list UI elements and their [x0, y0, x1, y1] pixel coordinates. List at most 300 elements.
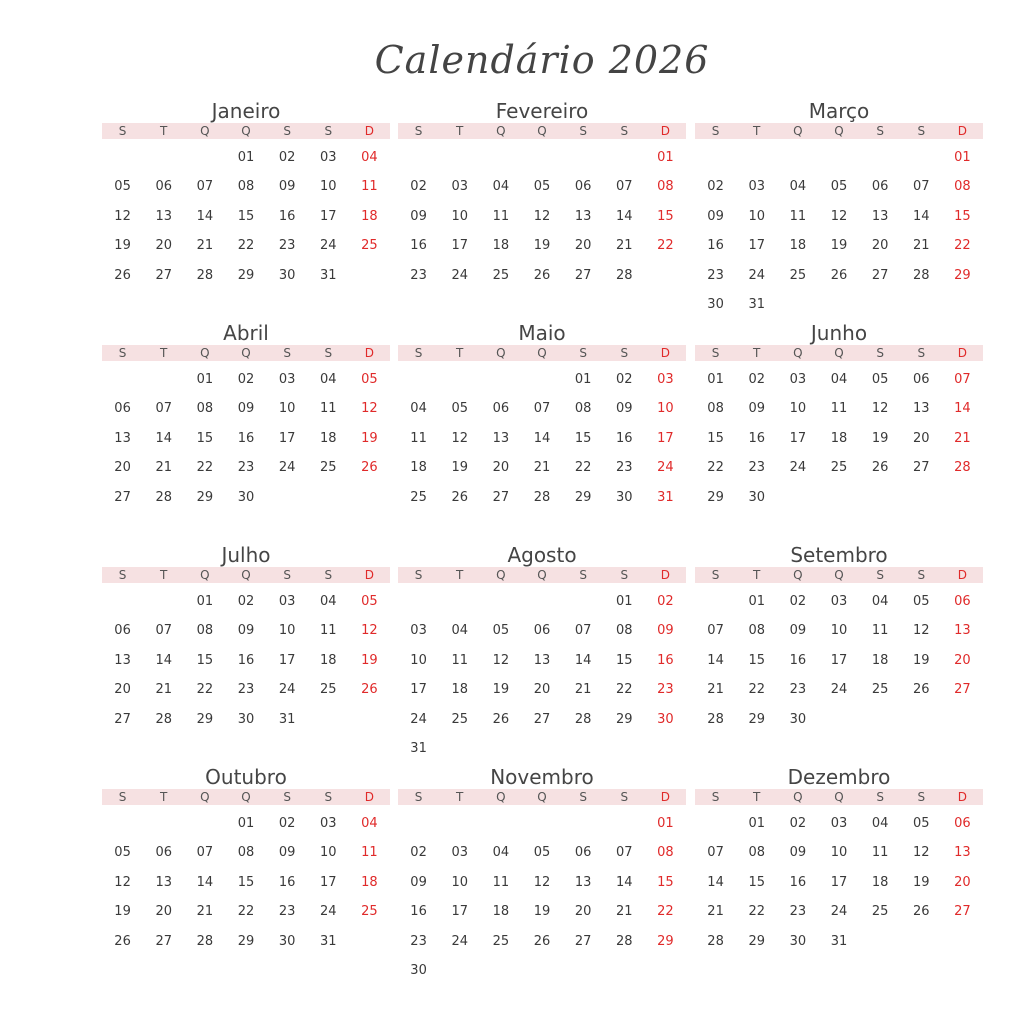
- day-cell: 27: [114, 489, 131, 505]
- day-cell: 11: [789, 208, 807, 224]
- day-cell: 23: [237, 460, 255, 476]
- weekday-label: Q: [496, 346, 506, 360]
- day-cell: 13: [492, 430, 510, 446]
- day-cell: 18: [361, 208, 378, 224]
- day-cell: 09: [410, 208, 427, 224]
- day-cell: 08: [657, 845, 674, 861]
- day-cell: 31: [320, 933, 337, 949]
- day-cell: 27: [954, 682, 971, 698]
- day-cell: 23: [278, 238, 296, 254]
- weekday-label: S: [711, 124, 720, 138]
- day-cell: 05: [533, 845, 551, 861]
- day-cell: 20: [871, 238, 889, 254]
- day-cell: 23: [657, 682, 674, 698]
- day-cell: 24: [789, 460, 807, 476]
- day-cell: 18: [410, 460, 427, 476]
- weekday-label: S: [620, 568, 629, 582]
- empty-cell: [563, 143, 604, 172]
- day-cell: 05: [361, 594, 378, 609]
- day-cell: 29: [196, 711, 214, 727]
- empty-cell: [439, 365, 480, 394]
- weekday-label: S: [876, 790, 884, 804]
- weekday-label: D: [660, 346, 671, 360]
- weekday-label: S: [283, 124, 291, 138]
- day-cell: 11: [871, 623, 889, 639]
- weekday-label: S: [876, 346, 884, 360]
- month-janeiro: [102, 99, 390, 290]
- day-cell: 29: [707, 489, 724, 505]
- day-cell: 13: [114, 652, 131, 668]
- day-cell: 22: [657, 238, 674, 254]
- day-cell: 28: [155, 711, 172, 727]
- weekday-label: D: [364, 124, 375, 138]
- day-cell: 15: [657, 874, 674, 890]
- day-cell: 23: [789, 904, 807, 920]
- weekday-label: Q: [834, 568, 844, 582]
- weekday-label: S: [414, 568, 423, 582]
- day-cell: 10: [278, 401, 296, 417]
- day-cell: 17: [451, 904, 468, 920]
- day-cell: 29: [748, 933, 765, 949]
- day-cell: 17: [410, 682, 427, 698]
- day-cell: 04: [830, 372, 848, 387]
- day-cell: 27: [114, 711, 131, 727]
- month-name: Julho: [221, 543, 271, 567]
- day-cell: 04: [320, 372, 337, 387]
- day-cell: 06: [954, 816, 971, 831]
- weekday-label: S: [324, 568, 333, 582]
- weekday-label: S: [324, 124, 333, 138]
- day-cell: 10: [320, 179, 337, 195]
- days-grid: [695, 587, 983, 734]
- empty-cell: [398, 143, 439, 172]
- day-cell: 05: [913, 816, 930, 831]
- day-cell: 23: [410, 933, 427, 949]
- weekday-label: S: [579, 124, 587, 138]
- weekday-label: S: [917, 124, 926, 138]
- empty-cell: [521, 365, 562, 394]
- day-cell: 09: [748, 401, 765, 417]
- day-cell: 22: [657, 904, 674, 920]
- day-cell: 10: [789, 401, 807, 417]
- day-cell: 16: [237, 430, 255, 446]
- day-cell: 06: [913, 372, 930, 387]
- weekday-label: S: [118, 346, 127, 360]
- weekday-label: T: [456, 346, 464, 360]
- day-cell: 09: [616, 401, 633, 417]
- day-cell: 20: [574, 238, 592, 254]
- weekday-header: [102, 567, 390, 583]
- day-cell: 04: [451, 623, 468, 639]
- day-cell: 15: [748, 652, 765, 668]
- day-cell: 20: [155, 238, 172, 254]
- day-cell: 24: [320, 238, 337, 254]
- day-cell: 18: [871, 874, 889, 890]
- weekday-label: Q: [834, 124, 844, 138]
- day-cell: 16: [789, 652, 807, 668]
- day-cell: 05: [114, 179, 131, 195]
- month-name: Setembro: [790, 543, 888, 567]
- empty-cell: [604, 809, 645, 838]
- day-cell: 03: [320, 816, 337, 831]
- weekday-label: D: [364, 568, 375, 582]
- month-name: Novembro: [490, 765, 594, 789]
- day-cell: 01: [616, 594, 633, 609]
- day-cell: 30: [657, 711, 674, 727]
- day-cell: 26: [533, 933, 551, 949]
- weekday-label: T: [753, 346, 761, 360]
- day-cell: 24: [278, 460, 296, 476]
- month-agosto: [398, 543, 686, 763]
- day-cell: 24: [830, 904, 848, 920]
- day-cell: 25: [871, 904, 889, 920]
- day-cell: 13: [533, 652, 551, 668]
- day-cell: 28: [155, 489, 172, 505]
- day-cell: 04: [492, 179, 510, 195]
- day-cell: 01: [954, 150, 971, 165]
- day-cell: 12: [913, 845, 930, 861]
- day-cell: 23: [410, 267, 427, 283]
- day-cell: 13: [954, 845, 971, 861]
- day-cell: 14: [707, 652, 724, 668]
- day-cell: 30: [789, 711, 807, 727]
- day-cell: 04: [789, 179, 807, 195]
- empty-cell: [439, 587, 480, 616]
- day-cell: 07: [913, 179, 930, 195]
- day-cell: 11: [320, 401, 337, 417]
- day-cell: 09: [410, 874, 427, 890]
- day-cell: 14: [196, 874, 214, 890]
- day-cell: 30: [789, 933, 807, 949]
- month-name: Outubro: [205, 765, 287, 789]
- empty-cell: [480, 143, 521, 172]
- day-cell: 01: [196, 594, 214, 609]
- day-cell: 20: [533, 682, 551, 698]
- day-cell: 20: [155, 904, 172, 920]
- weekday-label: S: [711, 568, 720, 582]
- empty-cell: [901, 143, 942, 172]
- day-cell: 11: [871, 845, 889, 861]
- day-cell: 22: [707, 460, 724, 476]
- weekday-label: T: [456, 568, 464, 582]
- day-cell: 28: [196, 933, 214, 949]
- day-cell: 22: [748, 904, 765, 920]
- weekday-header: [398, 567, 686, 583]
- day-cell: 05: [451, 401, 468, 417]
- day-cell: 29: [748, 711, 765, 727]
- day-cell: 09: [278, 179, 296, 195]
- weekday-label: S: [118, 790, 127, 804]
- weekday-label: Q: [834, 790, 844, 804]
- weekday-label: S: [414, 790, 423, 804]
- day-cell: 16: [278, 208, 296, 224]
- day-cell: 17: [320, 874, 337, 890]
- day-cell: 08: [196, 401, 214, 417]
- month-name: Junho: [810, 321, 868, 345]
- weekday-header: [695, 567, 983, 583]
- day-cell: 25: [320, 460, 337, 476]
- day-cell: 28: [533, 489, 551, 505]
- day-cell: 17: [278, 430, 296, 446]
- day-cell: 15: [237, 208, 255, 224]
- day-cell: 22: [616, 682, 633, 698]
- weekday-label: D: [957, 346, 968, 360]
- day-cell: 01: [657, 816, 674, 831]
- day-cell: 03: [451, 845, 468, 861]
- day-cell: 25: [451, 711, 468, 727]
- day-cell: 02: [789, 594, 807, 609]
- weekday-label: D: [364, 790, 375, 804]
- day-cell: 07: [196, 845, 214, 861]
- month-name: Agosto: [507, 543, 577, 567]
- empty-cell: [398, 809, 439, 838]
- day-cell: 30: [278, 933, 296, 949]
- day-cell: 04: [361, 816, 378, 831]
- empty-cell: [521, 587, 562, 616]
- day-cell: 28: [616, 933, 633, 949]
- day-cell: 07: [196, 179, 214, 195]
- empty-cell: [398, 365, 439, 394]
- day-cell: 13: [913, 401, 930, 417]
- weekday-label: S: [118, 568, 127, 582]
- day-cell: 05: [871, 372, 889, 387]
- day-cell: 17: [278, 652, 296, 668]
- day-cell: 18: [492, 238, 510, 254]
- empty-cell: [563, 587, 604, 616]
- weekday-label: Q: [200, 346, 210, 360]
- day-cell: 12: [492, 652, 510, 668]
- day-cell: 12: [830, 208, 848, 224]
- empty-cell: [521, 143, 562, 172]
- day-cell: 28: [707, 711, 724, 727]
- day-cell: 23: [237, 682, 255, 698]
- weekday-label: Q: [793, 568, 803, 582]
- empty-cell: [695, 143, 736, 172]
- day-cell: 01: [237, 816, 255, 831]
- day-cell: 21: [196, 904, 214, 920]
- day-cell: 19: [533, 904, 551, 920]
- day-cell: 19: [114, 238, 131, 254]
- day-cell: 07: [155, 623, 172, 639]
- day-cell: 31: [320, 267, 337, 283]
- day-cell: 21: [954, 430, 971, 446]
- empty-cell: [102, 809, 143, 838]
- weekday-label: S: [579, 790, 587, 804]
- weekday-label: D: [660, 124, 671, 138]
- day-cell: 20: [913, 430, 930, 446]
- day-cell: 09: [657, 623, 674, 639]
- day-cell: 06: [871, 179, 889, 195]
- weekday-label: T: [160, 346, 168, 360]
- day-cell: 19: [533, 238, 551, 254]
- weekday-label: S: [283, 346, 291, 360]
- weekday-label: Q: [496, 790, 506, 804]
- day-cell: 27: [155, 267, 172, 283]
- month-junho: [695, 321, 983, 512]
- weekday-label: D: [957, 790, 968, 804]
- day-cell: 06: [114, 623, 131, 639]
- day-cell: 15: [707, 430, 724, 446]
- day-cell: 24: [451, 933, 468, 949]
- weekday-label: S: [118, 124, 127, 138]
- day-cell: 07: [533, 401, 551, 417]
- day-cell: 03: [278, 372, 296, 387]
- month-name: Maio: [518, 321, 566, 345]
- day-cell: 20: [492, 460, 510, 476]
- day-cell: 12: [913, 623, 930, 639]
- day-cell: 11: [361, 845, 378, 861]
- day-cell: 31: [657, 489, 674, 505]
- day-cell: 01: [196, 372, 214, 387]
- day-cell: 12: [114, 874, 131, 890]
- day-cell: 19: [114, 904, 131, 920]
- day-cell: 16: [789, 874, 807, 890]
- day-cell: 12: [871, 401, 889, 417]
- day-cell: 02: [748, 372, 765, 387]
- day-cell: 23: [616, 460, 633, 476]
- day-cell: 02: [410, 179, 427, 195]
- weekday-label: S: [283, 568, 291, 582]
- weekday-label: Q: [834, 346, 844, 360]
- day-cell: 12: [114, 208, 131, 224]
- day-cell: 24: [830, 682, 848, 698]
- day-cell: 13: [871, 208, 889, 224]
- day-cell: 03: [789, 372, 807, 387]
- days-grid: [398, 143, 686, 290]
- day-cell: 07: [616, 845, 633, 861]
- day-cell: 13: [574, 874, 592, 890]
- day-cell: 20: [574, 904, 592, 920]
- day-cell: 20: [954, 874, 971, 890]
- day-cell: 01: [657, 150, 674, 165]
- day-cell: 12: [361, 401, 378, 417]
- day-cell: 02: [278, 816, 296, 831]
- day-cell: 21: [574, 682, 592, 698]
- day-cell: 02: [657, 594, 674, 609]
- day-cell: 16: [410, 904, 427, 920]
- month-dezembro: [695, 765, 983, 956]
- day-cell: 15: [196, 430, 214, 446]
- day-cell: 25: [789, 267, 807, 283]
- weekday-label: S: [324, 790, 333, 804]
- month-abril: [102, 321, 390, 512]
- day-cell: 08: [954, 179, 971, 195]
- weekday-header: [398, 789, 686, 805]
- day-cell: 01: [748, 594, 765, 609]
- day-cell: 24: [320, 904, 337, 920]
- day-cell: 22: [196, 682, 214, 698]
- weekday-label: S: [414, 346, 423, 360]
- day-cell: 27: [155, 933, 172, 949]
- day-cell: 07: [616, 179, 633, 195]
- day-cell: 02: [616, 372, 633, 387]
- day-cell: 16: [616, 430, 633, 446]
- weekday-label: Q: [537, 124, 547, 138]
- day-cell: 02: [707, 179, 724, 195]
- day-cell: 21: [616, 904, 633, 920]
- day-cell: 16: [278, 874, 296, 890]
- day-cell: 09: [789, 623, 807, 639]
- day-cell: 16: [237, 652, 255, 668]
- days-grid: [695, 365, 983, 512]
- month-setembro: [695, 543, 983, 734]
- day-cell: 31: [830, 933, 848, 949]
- weekday-label: Q: [496, 568, 506, 582]
- day-cell: 21: [616, 238, 633, 254]
- weekday-label: S: [620, 790, 629, 804]
- weekday-label: T: [160, 124, 168, 138]
- weekday-label: D: [957, 568, 968, 582]
- day-cell: 08: [574, 401, 592, 417]
- day-cell: 18: [871, 652, 889, 668]
- day-cell: 25: [492, 933, 510, 949]
- day-cell: 24: [410, 711, 427, 727]
- weekday-label: Q: [200, 790, 210, 804]
- day-cell: 23: [748, 460, 765, 476]
- day-cell: 22: [574, 460, 592, 476]
- empty-cell: [184, 809, 225, 838]
- day-cell: 26: [114, 933, 131, 949]
- day-cell: 04: [871, 594, 889, 609]
- day-cell: 02: [278, 150, 296, 165]
- day-cell: 08: [616, 623, 633, 639]
- weekday-label: Q: [241, 568, 251, 582]
- day-cell: 30: [278, 267, 296, 283]
- day-cell: 11: [451, 652, 468, 668]
- weekday-label: S: [283, 790, 291, 804]
- day-cell: 19: [492, 682, 510, 698]
- weekday-label: Q: [241, 346, 251, 360]
- weekday-header: [398, 345, 686, 361]
- month-fevereiro: [398, 99, 686, 290]
- day-cell: 19: [913, 652, 930, 668]
- day-cell: 10: [830, 845, 848, 861]
- day-cell: 08: [196, 623, 214, 639]
- day-cell: 27: [871, 267, 889, 283]
- day-cell: 19: [451, 460, 468, 476]
- day-cell: 11: [410, 430, 427, 446]
- day-cell: 13: [155, 874, 172, 890]
- day-cell: 05: [830, 179, 848, 195]
- day-cell: 22: [748, 682, 765, 698]
- day-cell: 09: [278, 845, 296, 861]
- day-cell: 23: [278, 904, 296, 920]
- day-cell: 02: [237, 372, 255, 387]
- days-grid: [102, 143, 390, 290]
- day-cell: 22: [237, 904, 255, 920]
- weekday-header: [695, 345, 983, 361]
- weekday-label: D: [957, 124, 968, 138]
- day-cell: 17: [830, 652, 848, 668]
- day-cell: 27: [574, 933, 592, 949]
- day-cell: 18: [492, 904, 510, 920]
- day-cell: 19: [361, 430, 378, 446]
- day-cell: 10: [320, 845, 337, 861]
- day-cell: 01: [574, 372, 592, 387]
- day-cell: 26: [871, 460, 889, 476]
- day-cell: 29: [574, 489, 592, 505]
- day-cell: 30: [237, 711, 255, 727]
- empty-cell: [695, 587, 736, 616]
- day-cell: 15: [748, 874, 765, 890]
- day-cell: 07: [155, 401, 172, 417]
- day-cell: 06: [114, 401, 131, 417]
- month-name: Dezembro: [787, 765, 891, 789]
- day-cell: 17: [451, 238, 468, 254]
- days-grid: [102, 809, 390, 956]
- day-cell: 14: [913, 208, 930, 224]
- day-cell: 08: [237, 845, 255, 861]
